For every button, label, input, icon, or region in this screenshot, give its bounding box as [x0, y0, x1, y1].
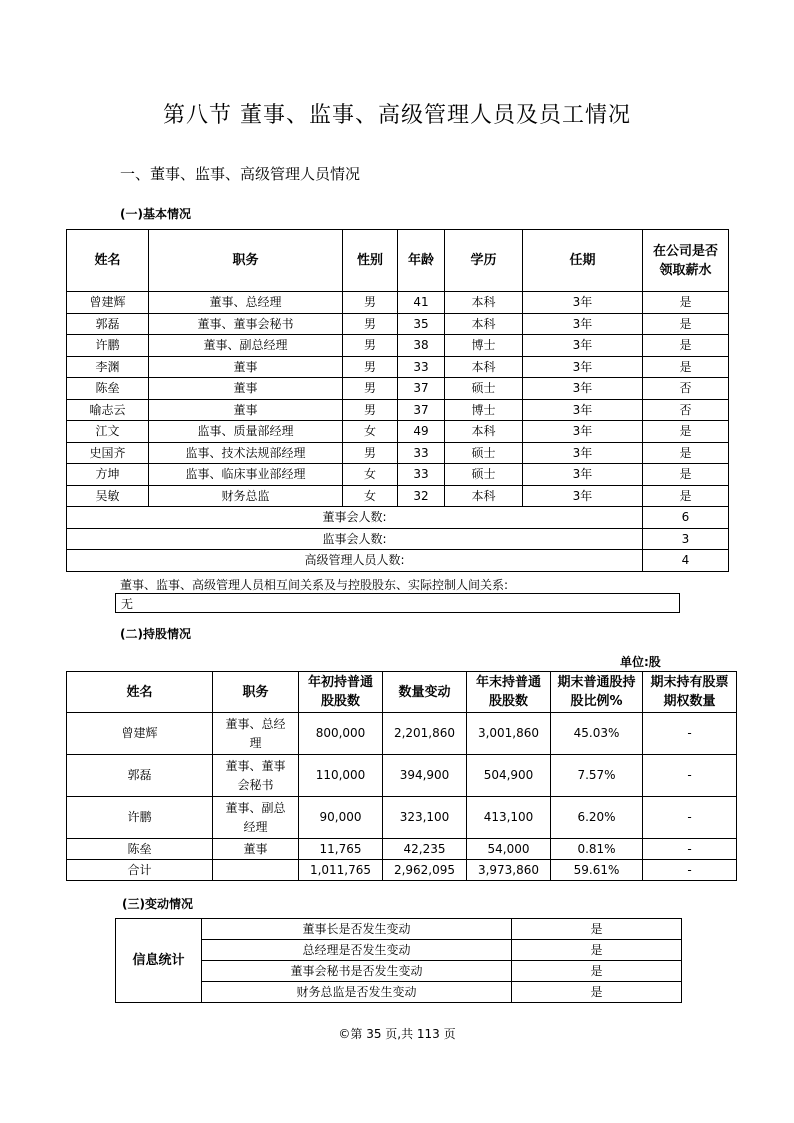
- page-footer: ©第 35 页,共 113 页: [338, 1027, 456, 1041]
- table-cell: 394,900: [383, 755, 467, 797]
- table-cell: 男: [343, 335, 398, 357]
- table-cell: 董事: [213, 839, 299, 860]
- table-cell: 董事、总经理: [149, 292, 343, 314]
- table-cell: 是: [643, 442, 729, 464]
- header-cell: 年龄: [398, 230, 445, 292]
- table-cell: 监事、技术法规部经理: [149, 442, 343, 464]
- table-cell: 323,100: [383, 797, 467, 839]
- header-cell: 数量变动: [383, 672, 467, 713]
- table-cell: 董事、副总经理: [149, 335, 343, 357]
- table-cell: 董事: [149, 399, 343, 421]
- summary-row: [67, 550, 729, 572]
- table-row: [67, 755, 737, 797]
- shares-heading: (二)持股情况: [120, 627, 191, 641]
- change-label: 财务总监是否发生变动: [202, 982, 512, 1003]
- table-cell: 37: [398, 399, 445, 421]
- table-cell: 史国齐: [67, 442, 149, 464]
- header-cell: 姓名: [67, 230, 149, 292]
- table-row: [67, 797, 737, 839]
- table-cell: 本科: [445, 292, 523, 314]
- table-cell: [213, 860, 299, 881]
- table-cell: 38: [398, 335, 445, 357]
- table-cell: -: [643, 713, 737, 755]
- table-row: [67, 313, 729, 335]
- table-cell: 3年: [523, 485, 643, 507]
- table-cell: 男: [343, 292, 398, 314]
- change-value: 是: [512, 961, 682, 982]
- table-cell: 504,900: [467, 755, 551, 797]
- table-cell: 本科: [445, 313, 523, 335]
- table-cell: 2,201,860: [383, 713, 467, 755]
- table-cell: 许鹏: [67, 797, 213, 839]
- table-cell: 监事、临床事业部经理: [149, 464, 343, 486]
- table-cell: 3,973,860: [467, 860, 551, 881]
- table-cell: 方坤: [67, 464, 149, 486]
- table-cell: 男: [343, 378, 398, 400]
- header-cell: 年初持普通股股数: [299, 672, 383, 713]
- table-cell: 李渊: [67, 356, 149, 378]
- table-cell: 3,001,860: [467, 713, 551, 755]
- table-cell: 800,000: [299, 713, 383, 755]
- table-cell: 董事、董事会秘书: [213, 755, 299, 797]
- table-cell: 11,765: [299, 839, 383, 860]
- table-row: [67, 442, 729, 464]
- change-value: 是: [512, 982, 682, 1003]
- summary-value: 4: [643, 550, 729, 572]
- summary-label: 高级管理人员人数:: [67, 550, 643, 572]
- table-row: [67, 485, 729, 507]
- table-cell: 413,100: [467, 797, 551, 839]
- table-row: [67, 292, 729, 314]
- table-row: [67, 464, 729, 486]
- table-cell: 女: [343, 421, 398, 443]
- table-row: [67, 356, 729, 378]
- table-cell: 是: [643, 313, 729, 335]
- table-cell: 合计: [67, 860, 213, 881]
- table-cell: 女: [343, 464, 398, 486]
- table-row: [67, 713, 737, 755]
- table-cell: 硕士: [445, 464, 523, 486]
- table-cell: 54,000: [467, 839, 551, 860]
- table-cell: 33: [398, 356, 445, 378]
- header-cell: 期末持有股票期权数量: [643, 672, 737, 713]
- table-cell: 男: [343, 313, 398, 335]
- header-cell: 职务: [149, 230, 343, 292]
- table-cell: 3年: [523, 292, 643, 314]
- table-cell: 3年: [523, 378, 643, 400]
- table-cell: 59.61%: [551, 860, 643, 881]
- summary-label: 监事会人数:: [67, 528, 643, 550]
- table-cell: 男: [343, 399, 398, 421]
- unit-label: 单位:股: [620, 655, 661, 669]
- table-cell: 本科: [445, 421, 523, 443]
- table-cell: 3年: [523, 399, 643, 421]
- summary-value: 3: [643, 528, 729, 550]
- table-cell: 42,235: [383, 839, 467, 860]
- table-row: [67, 335, 729, 357]
- header-cell: 职务: [213, 672, 299, 713]
- table-row: [116, 919, 682, 940]
- page-title: 第八节 董事、监事、高级管理人员及员工情况: [163, 103, 631, 128]
- basic-info-heading: (一)基本情况: [120, 207, 191, 221]
- table-cell: 6.20%: [551, 797, 643, 839]
- table-cell: 陈垒: [67, 839, 213, 860]
- table-cell: 3年: [523, 313, 643, 335]
- header-cell: 期末普通股持股比例%: [551, 672, 643, 713]
- table-row: [67, 421, 729, 443]
- table-cell: 本科: [445, 356, 523, 378]
- summary-label: 董事会人数:: [67, 507, 643, 529]
- header-cell: 性别: [343, 230, 398, 292]
- table-cell: 否: [643, 399, 729, 421]
- relation-note: 董事、监事、高级管理人员相互间关系及与控股股东、实际控制人间关系:: [120, 578, 509, 592]
- table-cell: 江文: [67, 421, 149, 443]
- table-row: [67, 399, 729, 421]
- table-cell: 郭磊: [67, 313, 149, 335]
- table-cell: 33: [398, 442, 445, 464]
- table-row: [67, 860, 737, 881]
- table-cell: 37: [398, 378, 445, 400]
- table-row: [67, 839, 737, 860]
- table-cell: 硕士: [445, 442, 523, 464]
- table-cell: 3年: [523, 421, 643, 443]
- table-cell: 女: [343, 485, 398, 507]
- table-cell: -: [643, 755, 737, 797]
- change-label: 董事会秘书是否发生变动: [202, 961, 512, 982]
- change-label: 董事长是否发生变动: [202, 919, 512, 940]
- table-cell: 是: [643, 356, 729, 378]
- table-cell: 1,011,765: [299, 860, 383, 881]
- table-cell: 男: [343, 356, 398, 378]
- table-cell: 2,962,095: [383, 860, 467, 881]
- table-cell: 本科: [445, 485, 523, 507]
- header-cell: 在公司是否领取薪水: [643, 230, 729, 292]
- table-cell: 3年: [523, 335, 643, 357]
- change-label: 总经理是否发生变动: [202, 940, 512, 961]
- basic-info-table: [66, 229, 729, 572]
- table-cell: 是: [643, 292, 729, 314]
- table-cell: 是: [643, 335, 729, 357]
- table-header-row: [67, 672, 737, 713]
- table-cell: 博士: [445, 335, 523, 357]
- table-cell: 110,000: [299, 755, 383, 797]
- table-cell: 曾建辉: [67, 713, 213, 755]
- table-cell: 男: [343, 442, 398, 464]
- header-cell: 年末持普通股股数: [467, 672, 551, 713]
- table-cell: 曾建辉: [67, 292, 149, 314]
- table-cell: 董事、总经理: [213, 713, 299, 755]
- table-header-row: [67, 230, 729, 292]
- changes-table: [115, 918, 682, 1003]
- section-heading: 一、董事、监事、高级管理人员情况: [120, 165, 361, 183]
- summary-row: [67, 507, 729, 529]
- change-value: 是: [512, 919, 682, 940]
- table-cell: 32: [398, 485, 445, 507]
- table-cell: 41: [398, 292, 445, 314]
- table-cell: 是: [643, 485, 729, 507]
- table-cell: -: [643, 797, 737, 839]
- table-cell: 33: [398, 464, 445, 486]
- table-cell: 是: [643, 464, 729, 486]
- header-cell: 学历: [445, 230, 523, 292]
- table-cell: 喻志云: [67, 399, 149, 421]
- group-label: 信息统计: [116, 919, 202, 1003]
- changes-heading: (三)变动情况: [122, 897, 193, 911]
- table-cell: 3年: [523, 356, 643, 378]
- header-cell: 姓名: [67, 672, 213, 713]
- table-cell: 吴敏: [67, 485, 149, 507]
- table-cell: 35: [398, 313, 445, 335]
- table-cell: 董事、副总经理: [213, 797, 299, 839]
- table-row: [67, 378, 729, 400]
- table-cell: 0.81%: [551, 839, 643, 860]
- change-value: 是: [512, 940, 682, 961]
- table-cell: 许鹏: [67, 335, 149, 357]
- table-cell: 监事、质量部经理: [149, 421, 343, 443]
- table-cell: 财务总监: [149, 485, 343, 507]
- summary-value: 6: [643, 507, 729, 529]
- table-cell: 90,000: [299, 797, 383, 839]
- table-cell: 博士: [445, 399, 523, 421]
- table-cell: 董事: [149, 356, 343, 378]
- table-cell: -: [643, 839, 737, 860]
- table-cell: 是: [643, 421, 729, 443]
- table-cell: 45.03%: [551, 713, 643, 755]
- table-cell: 郭磊: [67, 755, 213, 797]
- table-cell: 董事、董事会秘书: [149, 313, 343, 335]
- header-cell: 任期: [523, 230, 643, 292]
- table-cell: 3年: [523, 464, 643, 486]
- table-cell: 陈垒: [67, 378, 149, 400]
- table-cell: 董事: [149, 378, 343, 400]
- summary-row: [67, 528, 729, 550]
- table-cell: 7.57%: [551, 755, 643, 797]
- shares-table: [66, 671, 737, 881]
- table-cell: 硕士: [445, 378, 523, 400]
- table-cell: 3年: [523, 442, 643, 464]
- table-cell: -: [643, 860, 737, 881]
- table-cell: 否: [643, 378, 729, 400]
- relation-value-box: 无: [115, 593, 680, 613]
- table-cell: 49: [398, 421, 445, 443]
